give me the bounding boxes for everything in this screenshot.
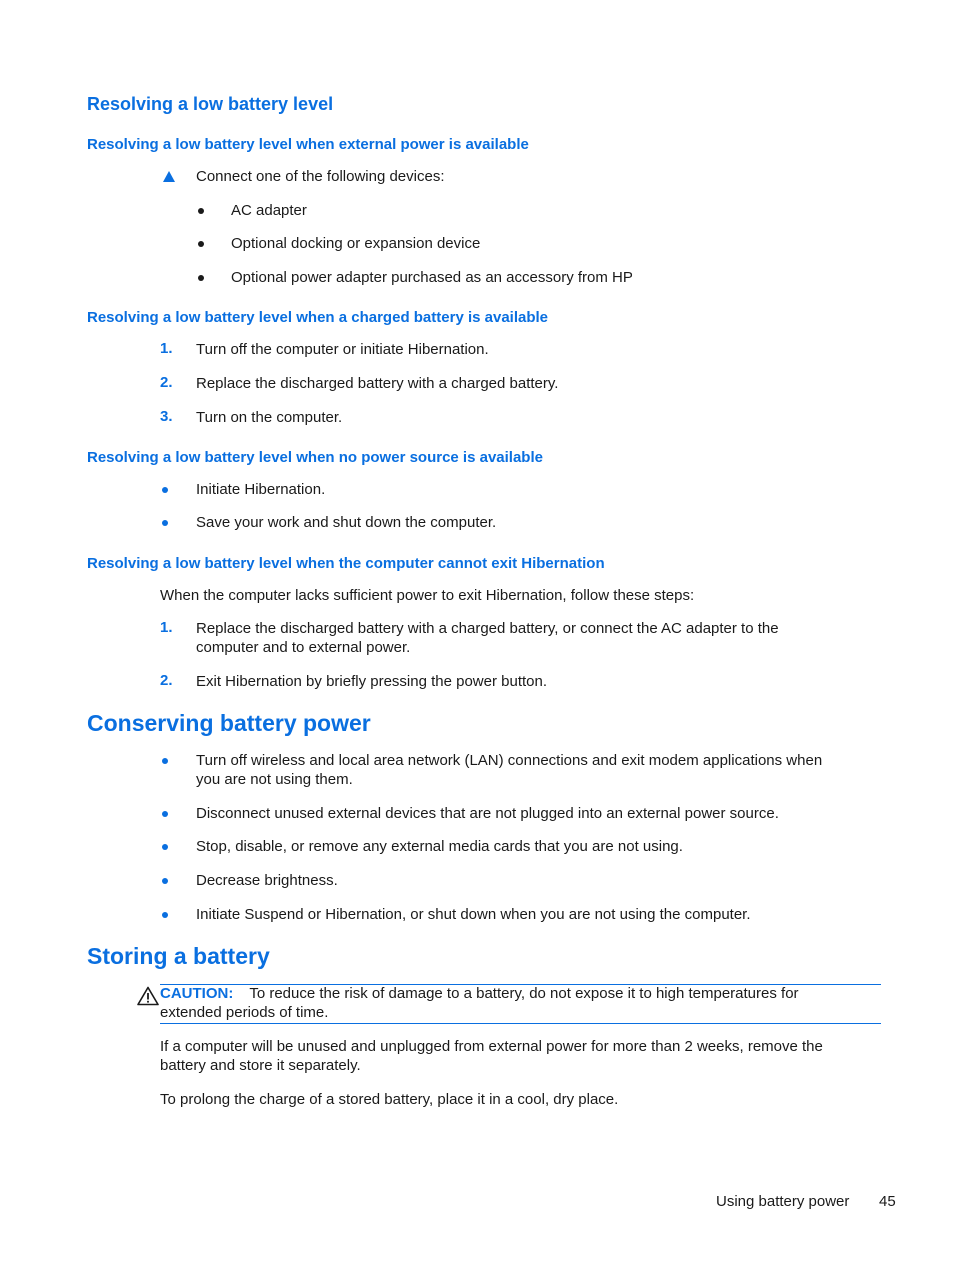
step-text: Replace the discharged battery with a charged battery, or connect the AC adapter to the [196,620,779,637]
list-item: Stop, disable, or remove any external media cards that you are not using. [196,838,683,855]
storing-paragraph: If a computer will be unused and unplugged from external power for more than 2 weeks, remove the [160,1038,823,1055]
heading-conserving: Conserving battery power [87,710,371,736]
intro-paragraph: When the computer lacks sufficient power to exit Hibernation, follow these steps: [160,587,695,604]
list-item: Disconnect unused external devices that are not plugged into an external power source. [196,805,779,822]
storing-paragraph: battery and store it separately. [160,1057,361,1074]
list-item: AC adapter [231,202,307,219]
bullet-icon [162,844,168,850]
step-number: 1. [160,619,173,636]
list-item: Save your work and shut down the computer. [196,514,497,531]
bullet-icon [198,208,204,214]
page-number: 45 [879,1193,896,1210]
list-item: Initiate Suspend or Hibernation, or shut down when you are not using the computer. [196,906,751,923]
bullet-icon [162,487,168,493]
bullet-icon [162,758,168,764]
list-item: Optional power adapter purchased as an accessory from HP [231,269,633,286]
list-item: you are not using them. [196,771,353,788]
bullet-icon [162,878,168,884]
storing-paragraph: To prolong the charge of a stored battery, place it in a cool, dry place. [160,1091,619,1108]
caution-text-line2: extended periods of time. [160,1004,329,1021]
caution-text [160,984,799,1003]
warning-triangle-icon [137,986,159,1006]
subheading-external-power: Resolving a low battery level when external power is available [87,136,529,153]
step-text: Connect one of the following devices: [196,168,445,185]
bullet-icon [198,275,204,281]
heading-storing: Storing a battery [87,943,270,969]
list-item: Initiate Hibernation. [196,481,326,498]
step-text: Turn off the computer or initiate Hibernation. [196,341,489,358]
step-text: Exit Hibernation by briefly pressing the power button. [196,673,548,690]
bullet-icon [162,520,168,526]
subheading-charged-battery: Resolving a low battery level when a charged battery is available [87,309,549,326]
step-text: computer and to external power. [196,639,411,656]
step-text: Turn on the computer. [196,409,343,426]
list-item: Decrease brightness. [196,872,338,889]
bullet-icon [162,811,168,817]
list-item: Optional docking or expansion device [231,235,481,252]
bullet-icon [198,241,204,247]
list-item: Turn off wireless and local area network (LAN) connections and exit modem applications when [196,752,823,769]
triangle-bullet-icon [163,171,175,182]
step-number: 1. [160,340,173,357]
caution-body: To reduce the risk of damage to a battery, do not expose it to high temperatures for [249,985,799,1002]
step-text: Replace the discharged battery with a charged battery. [196,375,559,392]
subheading-cannot-exit: Resolving a low battery level when the computer cannot exit Hibernation [87,555,605,572]
footer-section-name: Using battery power [716,1193,850,1210]
step-number: 2. [160,374,173,391]
caution-label: CAUTION: [160,985,234,1002]
heading-low-battery: Resolving a low battery level [87,94,334,114]
caution-bottom-rule [160,1023,881,1024]
bullet-icon [162,912,168,918]
step-number: 2. [160,672,173,689]
step-number: 3. [160,408,173,425]
subheading-no-power: Resolving a low battery level when no power source is available [87,449,543,466]
